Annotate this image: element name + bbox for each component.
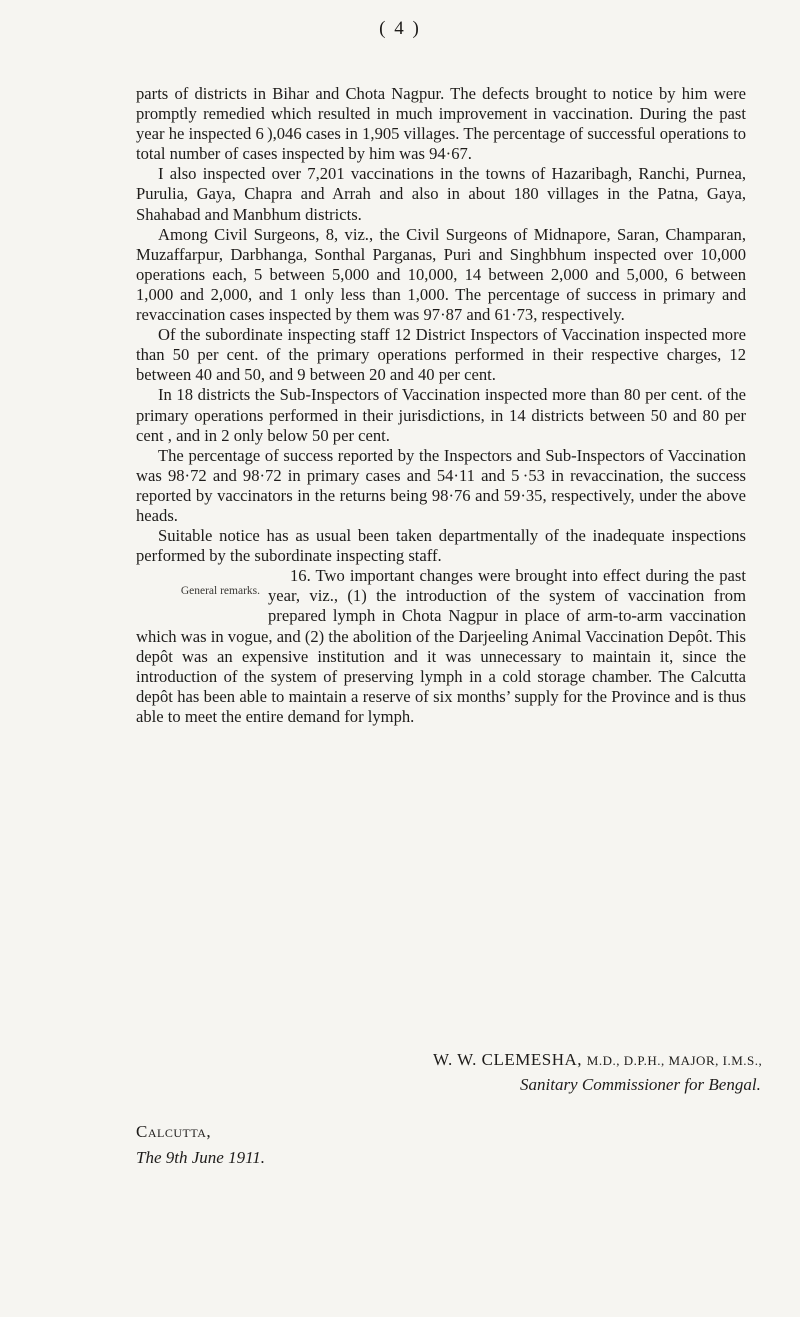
signatory-degrees: M.D., D.P.H., MAJOR, I.M.S., (586, 1053, 763, 1068)
side-note-general-remarks: General remarks. (180, 585, 260, 598)
paragraph-2: I also inspected over 7,201 vaccinations in the towns of Hazaribagh, Ranchi, Purnea, Purulia, Gaya, Chapra and Arrah and also in about 180 villages in the Patna, Gaya, Shahabad and Manbhum districts. (136, 164, 746, 224)
report-body (136, 84, 746, 727)
paragraph-5: In 18 districts the Sub-Inspectors of Vaccination inspected more than 80 per cent. of the primary operations performed in their jurisdictions, in 14 districts between 50 and 80 per cent , and in 2 only below 50 per cent. (136, 385, 746, 445)
section-16 (136, 566, 746, 727)
signature (433, 1050, 763, 1070)
paragraph-4: Of the subordinate inspecting staff 12 District Inspectors of Vaccination inspected more than 50 per cent. of the primary operations performed in their respective charges, 12 between 40 and 50, and 9 between 20 and 40 per cent. (136, 325, 746, 385)
paragraph-3: Among Civil Surgeons, 8, viz., the Civil Surgeons of Midnapore, Saran, Champaran, Muzaffarpur, Darbhanga, Sonthal Parganas, Puri and Singhbhum inspected over 10,000 operations each, 5 between 5,000 and 10,000, 14 between 2,000 and 5,000, 6 between 1,000 and 2,000, and 1 only less than 1,000. The percentage of success in primary and revaccination cases inspected by them was 97·87 and 61·73, respectively. (136, 224, 746, 325)
signatory-name: W. W. CLEMESHA, (433, 1050, 583, 1069)
page-number: ( 4 ) (379, 18, 421, 39)
place-of-issue: Calcutta, (136, 1122, 212, 1141)
paragraph-6: The percentage of success reported by the Inspectors and Sub-Inspectors of Vaccination was 98·72 and 98·72 in primary cases and 54·11 and 5 ·53 in revaccination, the success reported by vaccinators in the returns being 98·76 and 59·35, respectively, under the above heads. (136, 445, 746, 525)
paragraph-1: parts of districts in Bihar and Chota Nagpur. The defects brought to notice by him were promptly remedied which resulted in much improvement in vaccination. During the past year he inspected 6 ),046 cases in 1,905 villages. The percentage of successful operations to total number of cases inspected by him was 94·67. (136, 84, 746, 164)
signatory-designation: Sanitary Commissioner for Bengal. (520, 1075, 761, 1094)
date-of-issue: The 9th June 1911. (136, 1148, 266, 1167)
section-16-text: 16. Two important changes were brought into effect during the past year, viz., (1) the introduction of the system of vaccination from prepared lymph in Chota Nagpur in place of arm-to-arm vaccination which was in vogue, and (2) the abolition of the Darjeeling Animal Vaccination Depôt. This depôt was an expensive institution and it was unnecessary to maintain it, since the introduction of the system of preserving lymph in a cold storage chamber. The Calcutta depôt has been able to maintain a reserve of six months’ supply for the Province and is thus able to meet the entire demand for lymph. (136, 566, 746, 726)
paragraph-7: Suitable notice has as usual been taken departmentally of the inadequate inspections performed by the subordinate inspecting staff. (136, 526, 746, 566)
